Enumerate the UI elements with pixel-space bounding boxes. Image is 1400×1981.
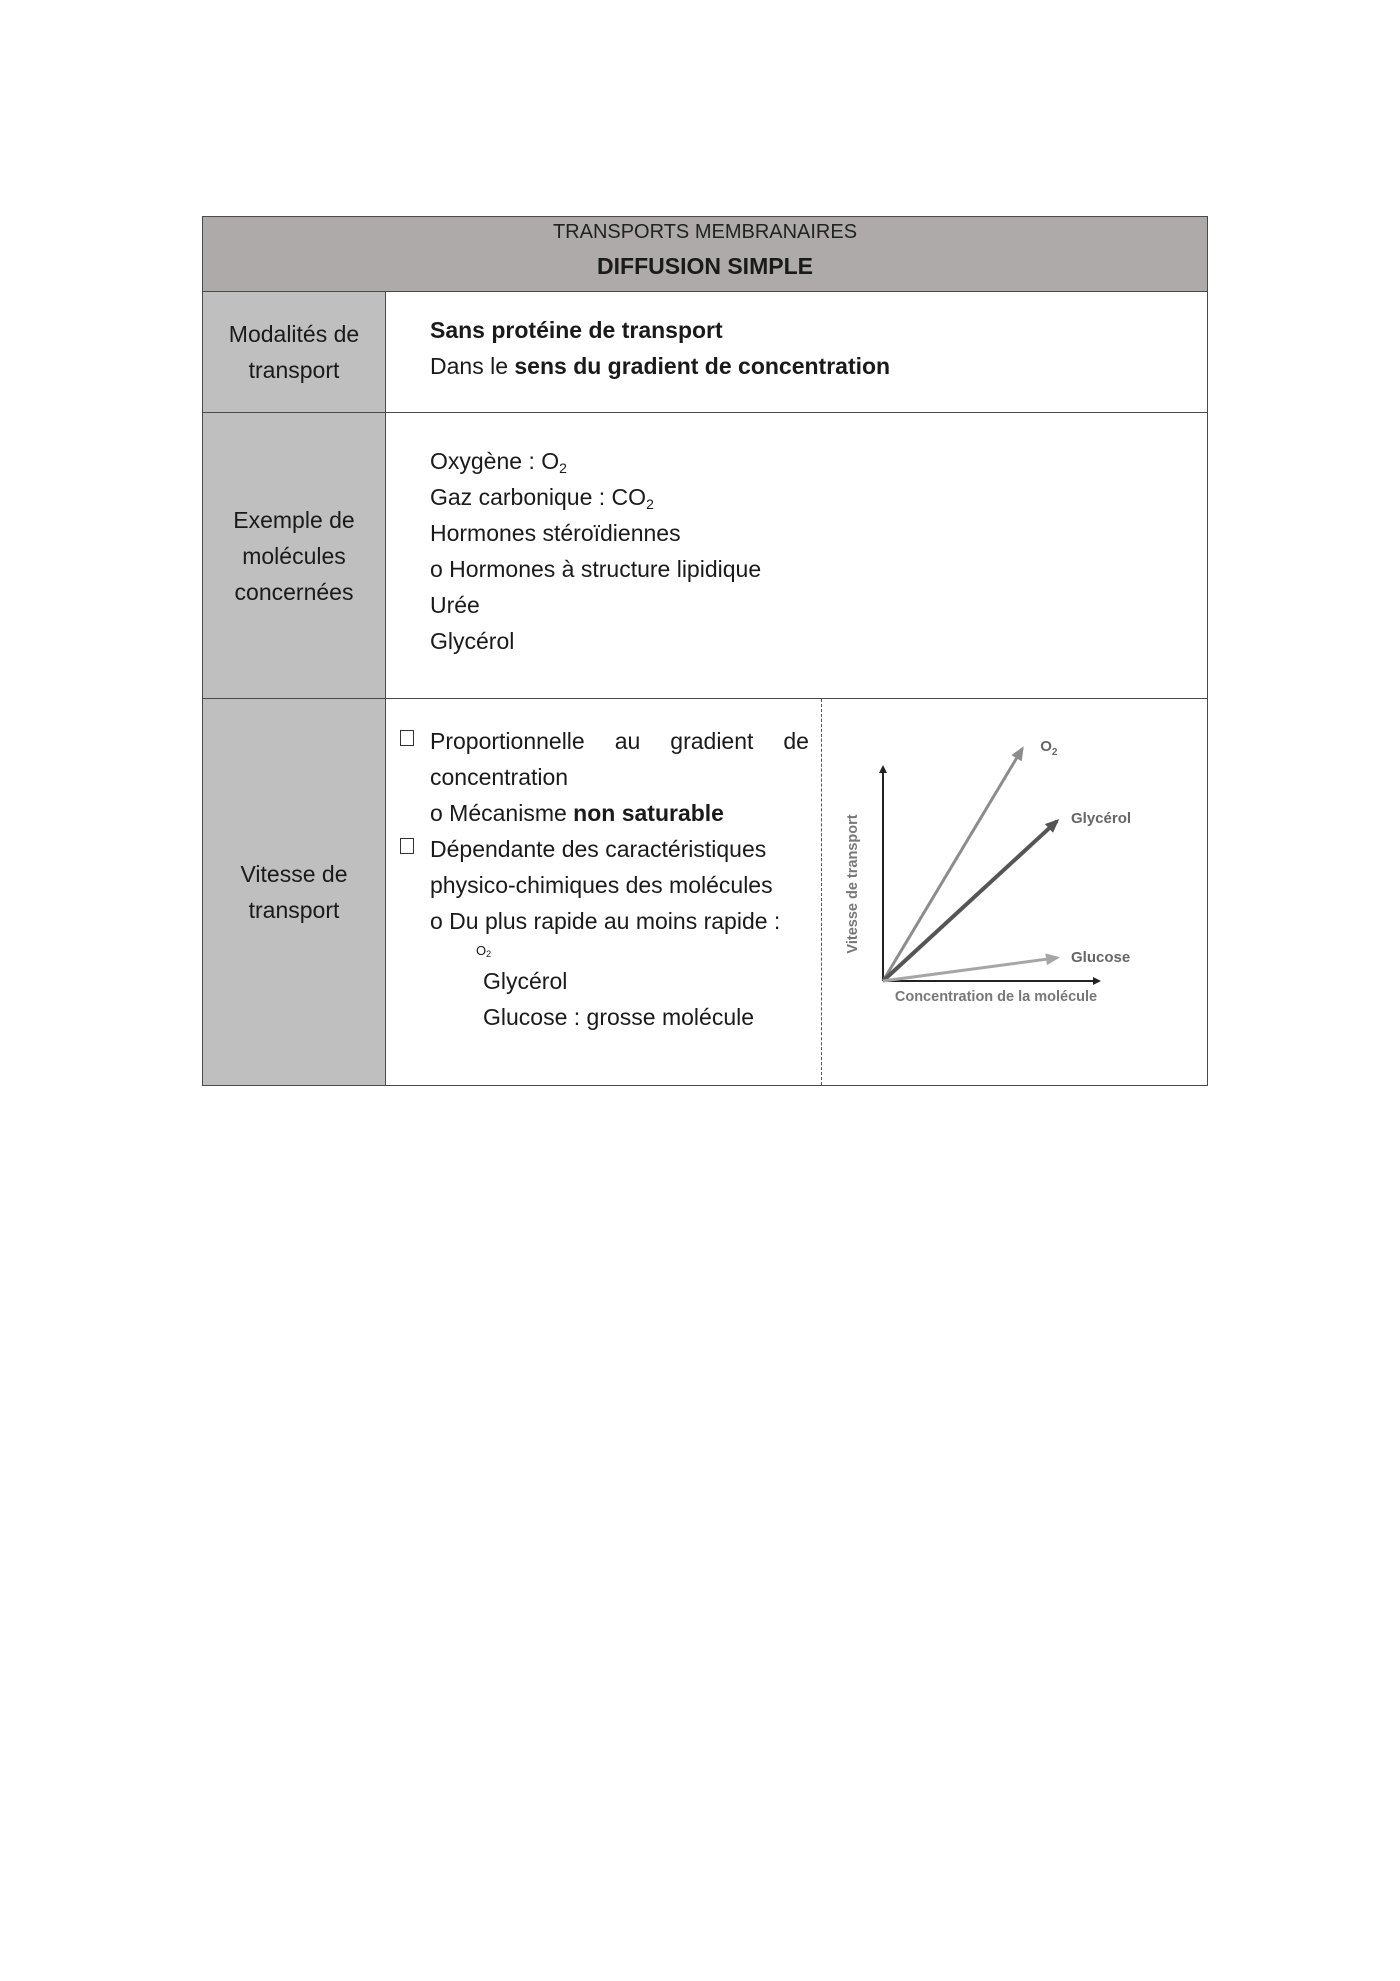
label-modalites-line1: Modalités de: [228, 321, 360, 347]
label-vitesse-line2: transport: [248, 897, 340, 923]
content-vitesse: [386, 699, 1207, 1085]
row-modalites: [203, 292, 1207, 413]
header-super: TRANSPORTS MEMBRANAIRES: [552, 221, 858, 243]
label-exemples-line1: Exemple de: [233, 506, 355, 533]
p1-sub: o Mécanisme non saturable: [430, 800, 724, 826]
series-line-3: [883, 958, 1057, 981]
series-label-2: Glycérol: [1071, 810, 1132, 828]
label-exemples: [203, 413, 386, 698]
p2-line1: Dépendante des caractéristiques: [430, 836, 767, 862]
series-label-3: Glucose: [1071, 948, 1131, 966]
p1-line1: Proportionnelle au gradient de: [430, 728, 809, 754]
rank-1: $O_2$: [476, 943, 492, 959]
modalites-line2: Dans le sens du gradient de concentration: [430, 353, 891, 379]
rank-2: Glycérol: [483, 968, 568, 994]
y-axis-label: Vitesse de transport: [845, 814, 861, 954]
rank-3: Glucose : grosse molécule: [483, 1004, 755, 1030]
content-modalites: [386, 292, 1207, 412]
label-exemples-line3: concernées: [234, 578, 354, 605]
table-header: [203, 217, 1207, 292]
label-exemples-line2: molécules: [242, 542, 346, 569]
label-vitesse-line1: Vitesse de: [240, 861, 348, 887]
p2-line2: physico-chimiques des molécules: [430, 872, 773, 898]
speed-text: [386, 699, 822, 1085]
label-vitesse: [203, 699, 386, 1085]
example-item3: Hormones stéroïdiennes: [430, 520, 681, 546]
example-item4: o Hormones à structure lipidique: [430, 556, 762, 582]
p1-line2: concentration: [430, 764, 569, 790]
row-exemples: [203, 413, 1207, 699]
modalites-line1: Sans protéine de transport: [430, 317, 723, 343]
example-item6: Glycérol: [430, 628, 515, 654]
example-co2: Gaz carbonique : $CO_2$: [430, 484, 654, 512]
label-modalites: [203, 292, 386, 412]
series-line-2: [883, 821, 1057, 981]
header-title: DIFFUSION SIMPLE: [597, 253, 813, 279]
series-label-1: $O_2$: [1040, 737, 1058, 758]
series-line-1: [883, 749, 1022, 981]
transport-table: [202, 216, 1208, 1086]
p2-sub: o Du plus rapide au moins rapide :: [430, 908, 781, 934]
series-layer: [883, 738, 1131, 981]
bullet-box-icon: [400, 730, 414, 746]
example-o2: Oxygène : $O_2$: [430, 448, 567, 476]
x-axis-label: Concentration de la molécule: [894, 989, 1098, 1005]
speed-graph: [822, 699, 1207, 1085]
transport-speed-chart: [822, 699, 1206, 1083]
row-vitesse: [203, 699, 1207, 1085]
example-item5: Urée: [430, 592, 480, 618]
bullet-box-icon: [400, 838, 414, 854]
label-modalites-line2: transport: [248, 357, 340, 383]
content-exemples: [386, 413, 1207, 698]
